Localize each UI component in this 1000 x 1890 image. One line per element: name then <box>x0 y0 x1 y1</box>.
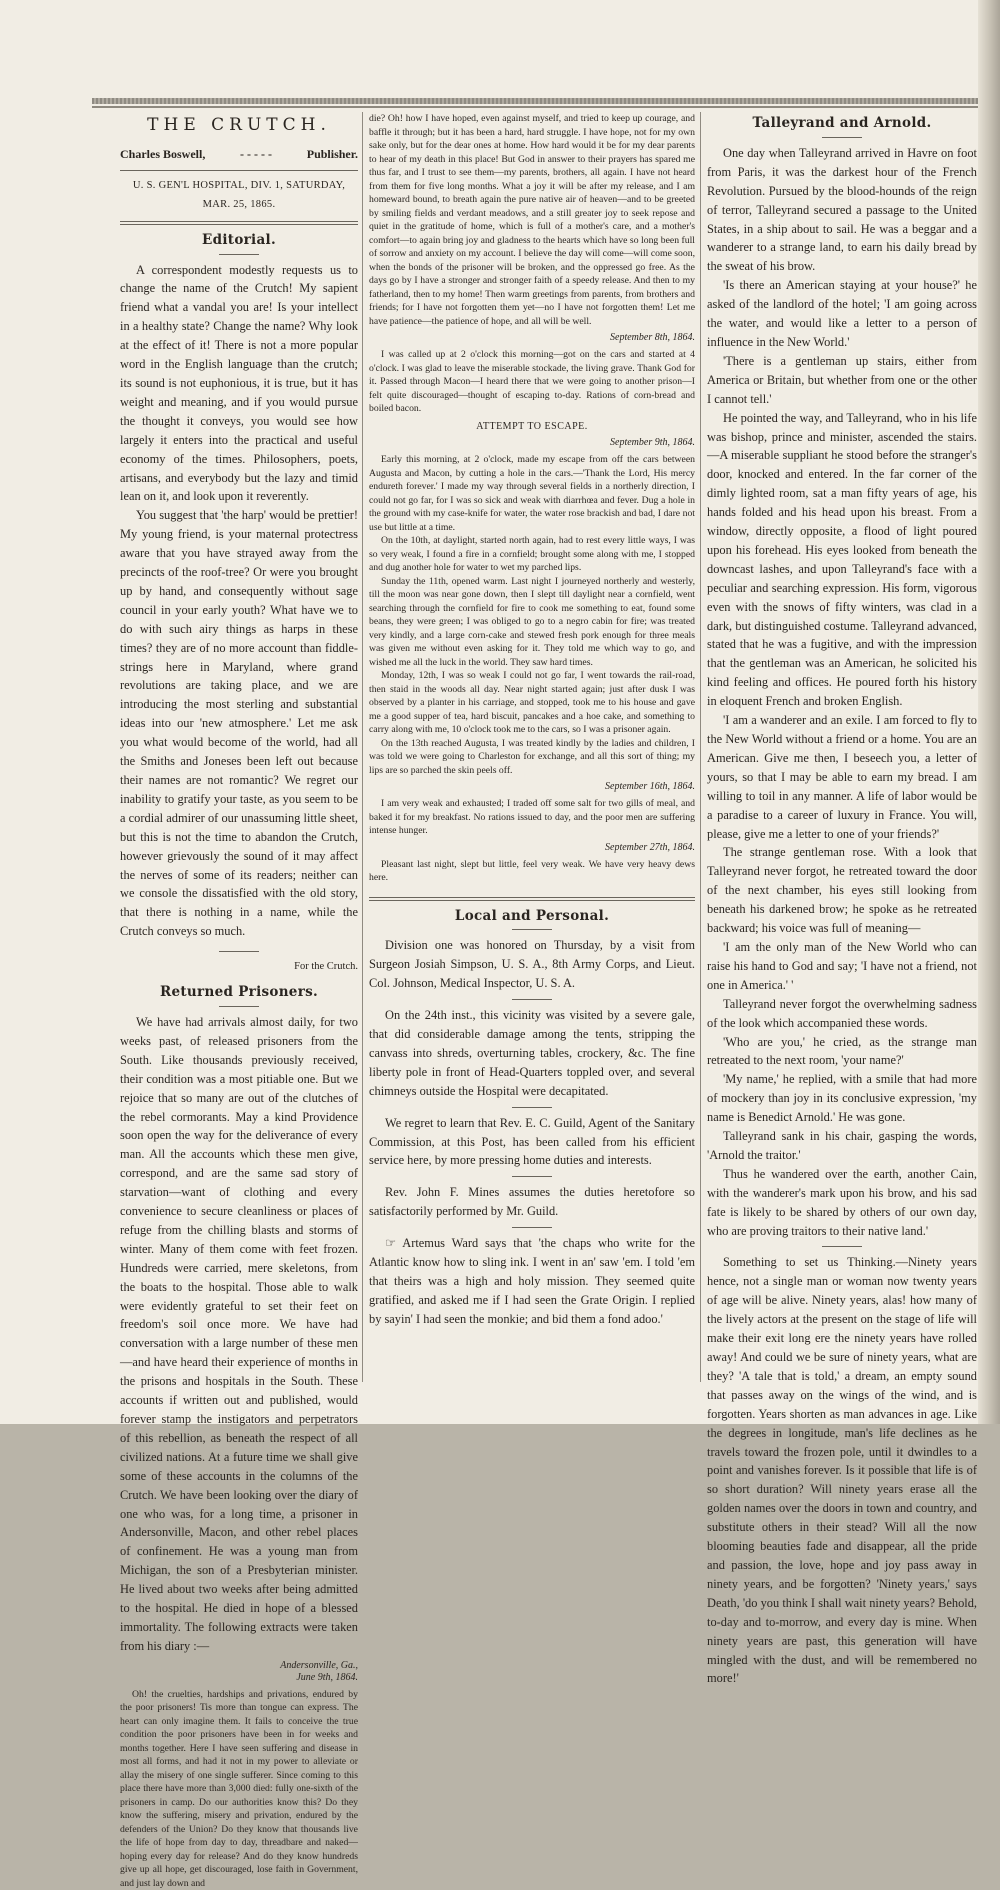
diary-paragraph: On the 13th reached Augusta, I was treated kindly by the ladies and children, I was told we were going to Charleston for exchange, and all this sort of thing; my lips are so parched the skin peels off. <box>369 737 695 776</box>
publisher-label: Publisher. <box>306 146 358 161</box>
diary-dateline-place: Andersonville, Ga., <box>280 1659 358 1671</box>
local-paragraph: Division one was honored on Thursday, by a visit from Surgeon Josiah Simpson, U. S. A., 8th Army Corps, and Lieut. Col. Johnson, Medical Inspector, U. S. A. <box>369 938 695 991</box>
diary-paragraph: die? Oh! how I have hoped, even against myself, and tried to keep up courage, and baffle it through; but it has been a hard, hard struggle. I have hope, not for my own sake only, but for the dear ones at home. How hard would it be for my dear parents to hear of my death in this place! But God in answer to their prayers has spared me thus far, and I trust to see them—my parents, brothers, all again. I have not heard from them for five long months. What a joy it will be after my release, and I am homeward bound, to breath again the pure native air of heaven—and to be greeted by smiling fields and verdant meadows, and a still greater joy to seek repose and quiet in the gratitude of home, which is full of a mother's care, and a mother's comfort—to again bring joy and gladness to the hearts which have so long been full of sorrow and anxiety on my account. I believe the day will come—will come soon, when the bonds of the prisoner will be broken, and the oppressed go free. As the days go by I have a stronger and stronger faith of a speedy release. And then to my fatherland, then to my home! Then warm greetings from parents, from brothers and friends; for I have not forgotten them yet—no I have not forgotten them! Let me have patience—the patience of hope, and all will be well. <box>369 113 695 327</box>
short-rule <box>822 137 862 138</box>
returned-paragraph: We have had arrivals almost daily, for two weeks past, of released prisoners from the South. Like thousands previously received, their condition was a most pitiable one. But we rejoice that so many are out of the clutches of the rebel cormorants. May a kind Providence soon open the way for the deliverance of every man. All the accounts which these men give, correspond, and are the same sad story of starvation—want of clothing and every convenience to secure cleanliness or places of refuge from the chilling blasts and storms of winter. Many of them come with feet frozen. Hundreds were carried, mere skeletons, from the boats to the hospital. Those able to walk were evidently grateful to set their feet on freedom's soil once more. We have had conversation with a large number of these men—and have heard their experience of months in the prisons and hospitals in the South. These accounts if written out and published, would forever stamp the instigators and perpetrators of this rebellion, as beneath the respect of all civilized nations. At a future time we shall give some of these accounts in the columns of the Crutch. We have been looking over the diary of one who was, for a long time, a prisoner in Andersonville, Macon, and other rebel places of confinement. He was a young man from Michigan, the son of a Presbyterian minister. He lived about two weeks after being admitted to the hospital. He died in hope of a blessed immortality. The following extracts were taken from his diary :— <box>120 1014 358 1653</box>
diary-paragraph: I was called up at 2 o'clock this morning—got on the cars and started at 4 o'clock. I was glad to leave the miserable stockade, the living grave. Thank God for it. Passed through Macon—I heard there that we were going to another prison—I felt quite discouraged—thought of escaping to-day. Rations of corn-bread and boiled bacon. <box>369 349 695 414</box>
returned-heading: Returned Prisoners. <box>159 984 319 1001</box>
talleyrand-paragraph: Talleyrand never forgot the overwhelming sadness of the look which accompanied these words. <box>707 996 977 1030</box>
rule-double <box>120 221 358 225</box>
talleyrand-paragraph: 'Is there an American staying at your house?' he asked of the landlord of the hotel; 'I am going across the water, and would like a letter to a person of influence in the New World.' <box>707 278 977 349</box>
local-paragraph: We regret to learn that Rev. E. C. Guild, Agent of the Sanitary Commission, at this Post, has been called from his efficient service here, by more pressing home duties and interests. <box>369 1115 695 1168</box>
diary-paragraph: Monday, 12th, I was so weak I could not go far, I went towards the rail-road, then staid in the woods all day. Near night started again; just after dusk I was observed by a planter in his carriage, and stopped, took me to his house and gave me a good supper of tea, hard biscuit, pancakes and a hoe cake, and something to carry along with me, 10 o'clock took me to the cars, so I was a prisoner again. <box>369 670 695 735</box>
local-heading: Local and Personal. <box>454 907 610 924</box>
editorial-heading: Editorial. <box>202 231 276 248</box>
short-rule <box>512 1176 552 1177</box>
editorial-paragraph-2: You suggest that 'the harp' would be prettier! My young friend, is your maternal protectress aware that you have strayed away from the precincts of the roof-tree? Or were you brought up by hand, and consequently without sage council in your early youth? What have we to do with such airy things as harps in these times? they are of no more account than fiddle-strings here in Maryland, where grand revolutions are taking place, and we are introducing the most sterling and substantial ideas into our 'new atmosphere.' Let me ask you what would become of the world, had all the Smiths and Joneses been left out because their names are not romantic? We regret our inability to gratify your taste, as you seem to be a cordial admirer of our unassuming little sheet, but this is not the time to abandon the Crutch, however grievously the sound of it may affect the nerves of some of its readers; neither can we console the dissatisfied with the old story, that there is nothing in a name, while the Crutch conveys so much. <box>120 508 358 939</box>
masthead-rule-thin <box>92 106 978 108</box>
talleyrand-paragraph: 'I am a wanderer and an exile. I am forced to fly to the New World without a friend or a home. You are an American. Give me then, I beseech you, a letter of yours, so that I may be able to earn my bread. I am willing to toil in any manner. A life of labor would be a paradise to a career of luxury in France. You will, please, give me a letter to one of your friends?' <box>707 713 977 841</box>
diary-paragraph: Oh! the cruelties, hardships and privations, endured by the poor prisoners! Tis more than tongue can express. The heart can only imagine them. It fails to conceive the true condition the poor prisoners have been in for weeks and months together. Here I have seen suffering and disease in most all forms, and had it not in my power to alleviate or allay the misery of one single sufferer. Since coming to this place there have more than 3,000 died: fully one-sixth of the prisoners in camp. Do our authorities know this? Do they know the suffering, misery and privation, endured by the defenders of the Union? Do they know that thousands live the life of hope from day to day, threadbare and naked—hoping every day for release? And do they know hundreds give up all hope, get discouraged, lose faith in Government, and just lay down and <box>120 1688 358 1889</box>
publisher-line <box>120 145 358 164</box>
diary-paragraph: Sunday the 11th, opened warm. Last night I journeyed northerly and westerly, till the moon was near gone down, then I slept till daylight near a cornfield, went searching through the cornfield for fire to cook me something to eat, found some beans, they were green; I was obliged to go to a negro cabin for fire; was treated very kindly, and a large corn-cake and stewed fresh pork enough for three meals was given me without even asking for it. They told me which way to go, and wished me all the luck in the world. They saw hard times. <box>369 575 695 668</box>
column-1 <box>120 112 358 1890</box>
talleyrand-paragraph: 'My name,' he replied, with a smile that had more of mockery than joy in its conclusive expression, 'my name is Benedict Arnold.' He was gone. <box>707 1072 977 1125</box>
talleyrand-paragraph: He pointed the way, and Talleyrand, who in his life was bishop, prince and minister, ascended the stairs.—A miserable suppliant he stood before the stranger's door, knocked and entered. In the far corner of the dimly lighted room, sat a man fifty years of age, his hands folded and his head upon his breast. From a window, directly opposite, a flood of light poured upon his forehead. His eyes looked from beneath the downcast lashes, and upon Talleyrand's face with a peculiar and searching expression. His form, vigorous even with the snows of fifty winters, was clad in a dark, but distinguished costume. Talleyrand advanced, stated that he was a fugitive, and with the impression that the gentleman was an American, he solicited his kind feeling and offices. He poured forth his history in eloquent French and broken English. <box>707 410 977 709</box>
diary-date: September 8th, 1864. <box>610 332 695 343</box>
short-rule <box>512 999 552 1000</box>
talleyrand-paragraph: 'I am the only man of the New World who can raise his hand to God and say; 'I have not a friend, not one in America.' ' <box>707 939 977 992</box>
local-paragraph: Rev. John F. Mines assumes the duties heretofore so satisfactorily performed by Mr. Guild. <box>369 1185 695 1219</box>
talleyrand-paragraph: 'There is a gentleman up stairs, either from America or Britain, but whether from one or the other I cannot tell.' <box>707 353 977 406</box>
column-divider-2 <box>700 112 701 1382</box>
talleyrand-paragraph: 'Who are you,' he cried, as the strange man retreated to the next room, 'your name?' <box>707 1034 977 1068</box>
short-rule <box>512 1107 552 1108</box>
local-paragraph: ☞ Artemus Ward says that 'the chaps who write for the Atlantic know how to sling ink. I went in an' saw 'em. I told 'em that theirs was a high and holy mission. They seemed quite gratified, and asked me if I had seen the Grate Origin. I replied by sayin' I had seen the monkie; and bid them a fond adoo.' <box>369 1236 695 1326</box>
page-edge-shadow <box>978 0 1000 1424</box>
short-rule <box>219 1006 259 1007</box>
diary-date: September 16th, 1864. <box>605 781 695 792</box>
diary-dateline-date: June 9th, 1864. <box>296 1671 358 1683</box>
diary-paragraph: I am very weak and exhausted; I traded off some salt for two gills of meal, and baked it for my breakfast. No rations issued to day, and the poor men are suffering intense hunger. <box>369 798 695 836</box>
publisher-dots: - - - - - <box>240 146 273 161</box>
diary-dateline <box>120 1660 358 1684</box>
editor-name: Charles Boswell, <box>120 146 206 161</box>
diary-date: September 9th, 1864. <box>610 437 695 448</box>
ninety-years-paragraph: Something to set us Thinking.—Ninety years hence, not a single man or woman now twenty years of age will be alive. Ninety years, alas! how many of the lively actors at the present on the stage of life will make their exit long ere the ninety years have rolled away! And could we be sure of ninety years, what are they? 'A tale that is told,' a dream, an empty sound that passes away on the wings of the wind, and is forgotten. Years shorten as man advances in age. Like the degrees in longitude, man's life declines as he travels toward the frozen pole, until it dwindles to a point and vanishes forever. Is it possible that life is of so short duration? Will ninety years erase all the golden names over the doors in town and country, and substitute others in their stead? Will all the now blooming beauties fade and disappear, all the pride and passion, the love, hope and joy pass away in ninety years, and be forgotten? 'Ninety years,' says Death, 'do you think I shall wait ninety years? Behold, to-day and to-morrow, and every day is mine. When ninety years are past, this generation will have mingled with the dust, and will be remembered no more!' <box>707 1255 977 1686</box>
rule <box>120 170 358 171</box>
editorial-paragraph-1: A correspondent modestly requests us to change the name of the Crutch! My sapient friend what a vandal you are! Is your intellect in a healthy state? Change the name? Why look at the effect of it! There is not a more popular word in the English language than the crutch; its sound is not euphonious, it is true, but it has weight and meaning, and if you would pursue the thought it conveys, you would see how largely it enters into the practical and useful economy of the times. Philosophers, poets, artisans, and everybody but the lazy and timid lean on it, and look upon it reverently. <box>120 262 358 504</box>
column-divider-1 <box>362 112 363 1382</box>
talleyrand-heading: Talleyrand and Arnold. <box>752 115 932 131</box>
returned-attribution: For the Crutch. <box>294 961 358 973</box>
diary-paragraph: Early this morning, at 2 o'clock, made my escape from off the cars between Augusta and Macon, by cutting a hole in the cars.—'Thank the Lord, His mercy endureth forever.' I made my way through several fields in a northerly direction, I could not go far, for I was so sick and weak with diarrhœa and fever. Dug a hole in the ground with my case-knife for water, the water rose brackish and bad, I dare not use but little at a time. <box>369 454 695 533</box>
local-paragraph: On the 24th inst., this vicinity was visited by a severe gale, that did considerable damage among the tents, stripping the canvass into shreds, overturning tables, crockery, &c. The fine liberty pole in front of Head-Quarters toppled over, and several chimneys outside the Hospital were decapitated. <box>369 1008 695 1098</box>
column-2 <box>369 112 695 1329</box>
short-rule <box>512 1227 552 1228</box>
short-rule <box>512 929 552 930</box>
short-rule <box>219 254 259 255</box>
short-rule <box>822 1246 862 1247</box>
rule-double <box>369 897 695 901</box>
diary-continued <box>369 112 695 885</box>
column-3 <box>707 112 977 1688</box>
talleyrand-paragraph: The strange gentleman rose. With a look that Talleyrand never forgot, he retreated toward the door of the next chamber, his eyes still looking from beneath his darkened brow; he spoke as he retreated backward; his voice was full of meaning— <box>707 845 977 936</box>
newspaper-title: THE CRUTCH. <box>147 115 331 135</box>
diary-paragraph: Pleasant last night, slept but little, feel very weak. We have very heavy dews here. <box>369 858 695 883</box>
masthead-rule <box>92 98 978 104</box>
talleyrand-paragraph: One day when Talleyrand arrived in Havre on foot from Paris, it was the darkest hour of the French Revolution. Pursued by the blood-hounds of the reign of terror, Talleyrand secured a passage to the United States, in a ship about to sail. He was a beggar and a wanderer to a strange land, to earn his daily bread by the sweat of his brow. <box>707 145 977 274</box>
talleyrand-paragraph: Talleyrand sank in his chair, gasping the words, 'Arnold the traitor.' <box>707 1129 977 1162</box>
diary-subheading: ATTEMPT TO ESCAPE. <box>476 420 588 432</box>
diary-date: September 27th, 1864. <box>605 841 695 853</box>
diary-extract-start <box>120 1688 358 1890</box>
talleyrand-paragraph: Thus he wandered over the earth, another Cain, with the wanderer's mark upon his brow, and his sad fate is likely to be shared by others of our own day, who are proving traitors to their native land.' <box>707 1166 977 1238</box>
issue-dateline: U. S. GEN'L HOSPITAL, DIV. 1, SATURDAY, MAR. 25, 1865. <box>132 179 346 210</box>
diary-paragraph: On the 10th, at daylight, started north again, had to rest every little ways, I was so very weak, I found a fire in a cornfield; brought some along with me, I stopped and dug another hole for water to wet my parched lips. <box>369 535 695 573</box>
short-rule <box>219 951 259 952</box>
